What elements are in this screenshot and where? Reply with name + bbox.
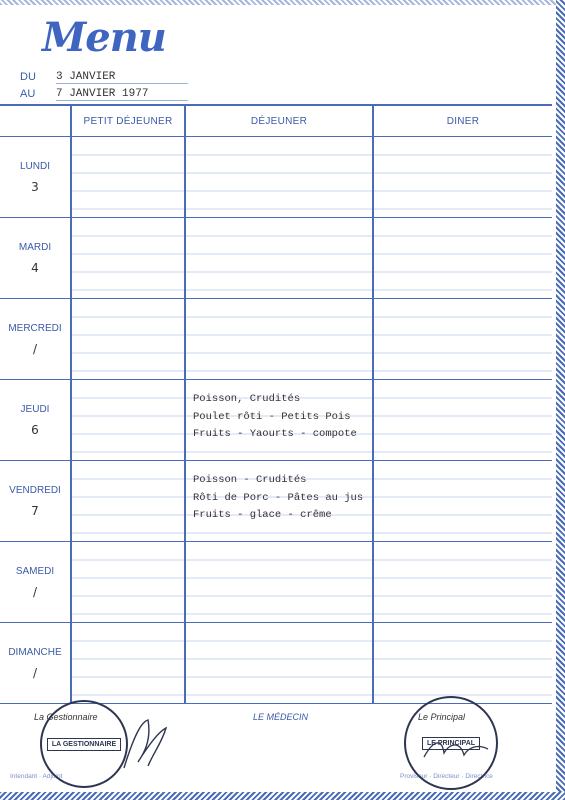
day-number: 7: [31, 503, 39, 518]
diner-cell: [373, 623, 552, 704]
day-number: /: [32, 341, 38, 356]
day-cell: [0, 542, 71, 623]
table-row: [0, 299, 552, 380]
day-cell: [0, 218, 71, 299]
table-row: [0, 542, 552, 623]
diner-cell: [373, 542, 552, 623]
table-row: [0, 218, 552, 299]
day-cell: [0, 299, 71, 380]
menu-table: [0, 104, 552, 704]
header-dejeuner: DÉJEUNER: [185, 105, 373, 137]
signature-medecin-label: LE MÉDECIN: [253, 712, 309, 722]
day-name: DIMANCHE: [8, 646, 62, 658]
dejeuner-cell: [185, 218, 373, 299]
day-cell: [0, 623, 71, 704]
diner-cell: [373, 461, 552, 542]
petit-dejeuner-cell: [71, 623, 185, 704]
header-day: [0, 105, 71, 137]
signature-gestionnaire-label: La Gestionnaire: [34, 712, 98, 722]
petit-dejeuner-cell: [71, 380, 185, 461]
table-header-row: [0, 105, 552, 137]
day-name: JEUDI: [20, 403, 50, 415]
day-cell: [0, 380, 71, 461]
day-number: 3: [31, 179, 39, 194]
day-number: /: [32, 665, 38, 680]
date-to-label: AU: [20, 88, 36, 100]
diner-cell: [373, 380, 552, 461]
date-from-row: [20, 71, 116, 83]
dejeuner-text: Poisson, Crudités Poulet rôti - Petits Pois Fruits - Yaourts - compote: [193, 393, 357, 440]
table-row: [0, 623, 552, 704]
dejeuner-cell: [185, 380, 373, 461]
date-to-row: [20, 88, 149, 100]
dejeuner-text: [186, 623, 372, 634]
day-number: 6: [31, 422, 39, 437]
dejeuner-cell: [185, 623, 373, 704]
header-petit-dejeuner: PETIT DÉJEUNER: [71, 105, 185, 137]
day-name: MARDI: [18, 241, 52, 253]
petit-dejeuner-cell: [71, 542, 185, 623]
dejeuner-text: [186, 218, 372, 229]
diner-cell: [373, 218, 552, 299]
diner-cell: [373, 299, 552, 380]
decorative-right-border: [556, 0, 565, 800]
page-title: Menu: [42, 14, 166, 61]
dejeuner-text: [186, 542, 372, 553]
stamp-left-text: LA GESTIONNAIRE: [47, 738, 121, 751]
table-row: [0, 461, 552, 542]
day-name: SAMEDI: [15, 565, 55, 577]
decorative-top-border: [0, 0, 565, 5]
dejeuner-text: Poisson - Crudités Rôti de Porc - Pâtes au jus Fruits - glace - crême: [193, 474, 364, 521]
day-cell: [0, 137, 71, 218]
day-name: LUNDI: [19, 160, 50, 172]
day-cell: [0, 461, 71, 542]
dejeuner-cell: [185, 299, 373, 380]
date-to-value: 7 JANVIER 1977: [56, 88, 188, 101]
dejeuner-cell: [185, 137, 373, 218]
date-from-value: 3 JANVIER: [56, 71, 188, 84]
dejeuner-cell: [185, 461, 373, 542]
day-name: MERCREDI: [8, 322, 62, 334]
petit-dejeuner-cell: [71, 461, 185, 542]
day-number: 4: [31, 260, 39, 275]
dejeuner-cell: [185, 542, 373, 623]
school-stamp-left: [40, 700, 128, 788]
petit-dejeuner-cell: [71, 137, 185, 218]
petit-dejeuner-cell: [71, 218, 185, 299]
diner-cell: [373, 137, 552, 218]
table-row: [0, 137, 552, 218]
day-name: VENDREDI: [9, 484, 61, 496]
decorative-bottom-border: [0, 792, 565, 800]
handwritten-signature-left: [118, 712, 174, 774]
signature-right-subtitle: Proviseur · Directeur · Directrice: [400, 773, 493, 780]
dejeuner-text: [186, 137, 372, 148]
header-diner: DINER: [373, 105, 552, 137]
day-number: /: [32, 584, 38, 599]
stamp-right-text: LE PRINCIPAL: [422, 737, 480, 750]
date-from-label: DU: [20, 71, 36, 83]
signature-principal-label: Le Principal: [418, 712, 466, 722]
petit-dejeuner-cell: [71, 299, 185, 380]
dejeuner-text: [186, 299, 372, 310]
handwritten-signature-right: [420, 735, 492, 765]
table-row: [0, 380, 552, 461]
signature-left-subtitle: Intendant · Adjoint: [10, 773, 63, 780]
